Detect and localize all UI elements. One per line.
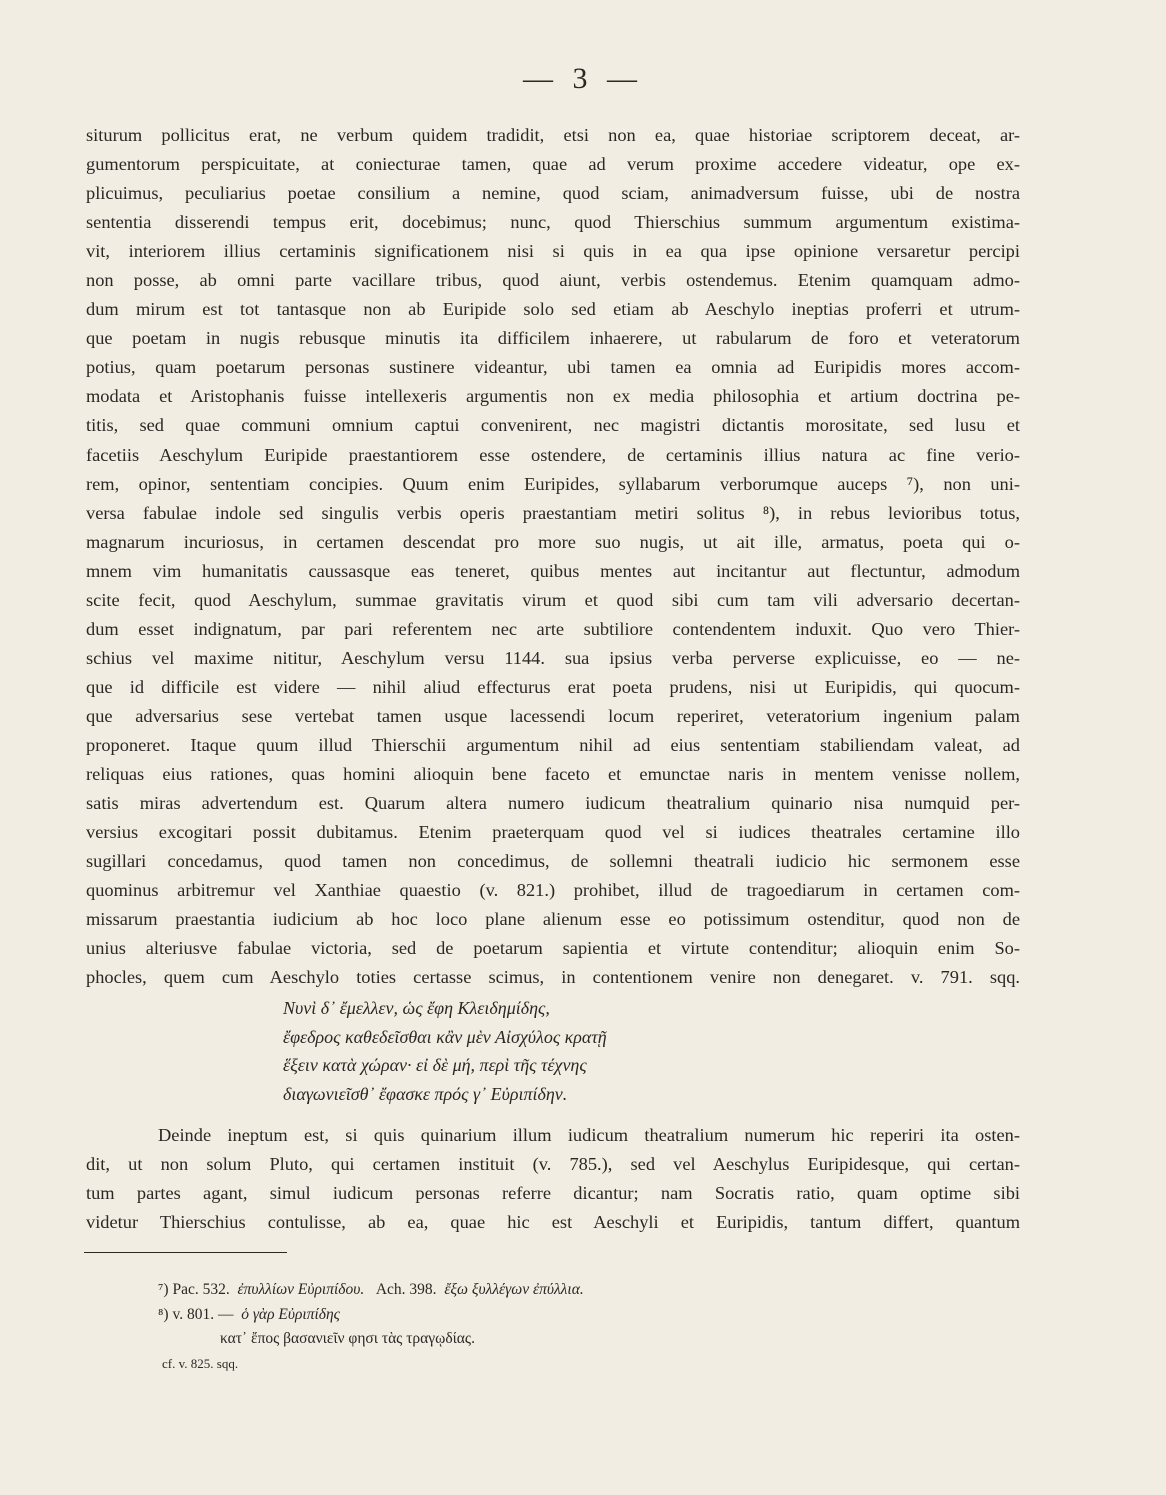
page-number: — 3 — [523, 62, 643, 95]
footnote-divider [84, 1252, 287, 1253]
footnote-marker: ⁷) [158, 1281, 169, 1298]
greek-verse-quote [283, 994, 783, 1108]
text-line: videtur Thierschius contulisse, ab ea, quae hic est Aeschyli et Euripidis, tantum differt, quantum [86, 1212, 1020, 1233]
footnote-greek: ὁ γὰρ Εὐριπίδης [241, 1305, 340, 1323]
footnote-8-continuation: κατ᾽ ἔπος βασανιεῖν φησι τὰς τραγῳδίας. [220, 1330, 475, 1347]
text-line: vit, interiorem illius certaminis significationem nisi si quis in ea qua ipse opinione versaretur percipi [86, 241, 1020, 262]
footnote-ref: v. 801. — [172, 1305, 234, 1323]
text-line: rem, opinor, sententiam concipies. Quum enim Euripides, syllabarum verborumque auceps ⁷), non uni- [86, 473, 1020, 494]
verse-line: ἔφεδρος καθεδεῖσθαι κἂν μὲν Αἰσχύλος κρατῇ [283, 1026, 607, 1047]
text-line: missarum praestantia iudicium ab hoc loco plane alienum esse eo potissimum ostenditur, quod non de [86, 909, 1020, 930]
text-line: scite fecit, quod Aeschylum, summae gravitatis virum et quod sibi cum tam vili adversario decertan- [86, 589, 1020, 610]
text-line: sugillari concedamus, quod tamen non concedimus, de sollemni theatrali iudicio hic sermonem esse [86, 851, 1020, 872]
text-line: facetiis Aeschylum Euripide praestantiorem esse ostendere, de certaminis illius natura ac fine verio- [86, 444, 1020, 465]
text-line: dum mirum est tot tantasque non ab Euripide solo sed etiam ab Aeschylo ineptias proferri et utrum- [86, 299, 1020, 320]
text-line: satis miras advertendum est. Quarum altera numero iudicum theatralium quinario nisa numquid per- [86, 793, 1020, 814]
text-line: tum partes agant, simul iudicum personas referre dicantur; nam Socratis ratio, quam optime sibi [86, 1183, 1020, 1204]
text-line: versa fabulae indole sed singulis verbis operis praestantiam metiri solitus ⁸), in rebus levioribus totus, [86, 502, 1020, 523]
text-line: que poetam in nugis rebusque minutis ita difficilem inhaerere, ut rabularum de foro et veteratorum [86, 328, 1020, 349]
footnotes [158, 1278, 858, 1376]
text-line: siturum pollicitus erat, ne verbum quidem tradidit, etsi non ea, quae historiae scriptorem deceat, ar- [86, 125, 1020, 145]
text-line: unius alteriusve fabulae victoria, sed de poetarum sapientia et virtute contenditur; alioquin enim So- [86, 938, 1020, 959]
text-line: sententia disserendi tempus erit, docebimus; nunc, quod Thierschius summum argumentum existima- [86, 212, 1020, 233]
main-paragraph [86, 121, 1020, 992]
footnote-ref: Pac. 532. [172, 1281, 230, 1298]
text-line: mnem vim humanitatis caussasque eas teneret, quibus mentes aut incitantur aut flectuntur, admodum [86, 560, 1020, 581]
verse-line: ἕξειν κατὰ χώραν· εἰ δὲ μή, περὶ τῆς τέχνης [283, 1055, 587, 1075]
second-paragraph [86, 1121, 1020, 1237]
text-line: magnarum incuriosus, in certamen descendat pro more suo nugis, ut ait ille, armatus, poeta qui o- [86, 531, 1020, 552]
footnote-greek: ἔξω ξυλλέγων ἐπύλλια. [444, 1281, 584, 1298]
text-line: gumentorum perspicuitate, at coniecturae tamen, quae ad verum proxime accedere videatur, ope ex- [86, 154, 1020, 175]
footnote-marker: ⁸) [158, 1305, 169, 1323]
text-line: versius excogitari possit dubitamus. Etenim praeterquam quod vel si iudices theatrales certamine illo [86, 822, 1020, 843]
text-line: proponeret. Itaque quum illud Thierschii argumentum nihil ad eius sententiam stabiliendam valeat, ad [86, 734, 1020, 755]
text-line: que id difficile est videre — nihil aliud effecturus erat poeta prudens, nisi ut Euripidis, qui quocum- [86, 676, 1020, 697]
verse-line: διαγωνιεῖσθ᾽ ἔφασκε πρός γ᾽ Εὐριπίδην. [283, 1083, 568, 1104]
footnote-8-cf: cf. v. 825. sqq. [162, 1355, 239, 1371]
text-line: reliquas eius rationes, quas homini alioquin bene faceto et emunctae naris in mentem venisse nollem, [86, 764, 1020, 785]
text-line: dit, ut non solum Pluto, qui certamen instituit (v. 785.), sed vel Aeschylus Euripidesque, qui certan- [86, 1154, 1020, 1175]
text-line: plicuimus, peculiarius poetae consilium a nemine, quod sciam, animadversum fuisse, ubi de nostra [86, 183, 1020, 204]
text-line: que adversarius sese vertebat tamen usque lacessendi locum reperiret, veteratorium ingenium palam [86, 705, 1020, 726]
text-line: modata et Aristophanis fuisse intellexeris argumentis non ex media philosophia et artium doctrina pe- [86, 386, 1020, 407]
footnote-ref: Ach. 398. [375, 1281, 437, 1298]
text-line: non posse, ab omni parte vacillare tribus, quod aiunt, verbis ostendemus. Etenim quamquam admo- [86, 270, 1020, 291]
text-line: titis, sed quae communi omnium captui convenirent, nec magistri dictantis morositate, sed lusu et [86, 415, 1020, 436]
footnote-greek: ἐπυλλίων Εὐριπίδου. [237, 1281, 365, 1298]
text-line: dum esset indignatum, par pari referentem nec arte subtiliore contendentem induxit. Quo vero Thier- [86, 618, 1020, 639]
footnote-8 [158, 1303, 858, 1328]
text-line: Deinde ineptum est, si quis quinarium illum iudicum theatralium numerum hic reperiri ita osten- [158, 1125, 1020, 1145]
text-line: quominus arbitremur vel Xanthiae quaestio (v. 821.) prohibet, illud de tragoediarum in certamen com- [86, 880, 1020, 901]
text-line: phocles, quem cum Aeschylo toties certasse scimus, in contentionem venire non denegaret. v. 791. sqq. [86, 967, 1020, 988]
verse-line: Νυνὶ δ᾽ ἔμελλεν, ὡς ἔφη Κλειδημίδης, [283, 998, 550, 1018]
text-line: schius vel maxime nititur, Aeschylum versu 1144. sua ipsius verba perverse explicuisse, eo — ne- [86, 647, 1020, 668]
footnote-7 [158, 1278, 858, 1303]
text-line: potius, quam poetarum personas sustinere videantur, ubi tamen ea omnia ad Euripidis mores accom- [86, 357, 1020, 378]
